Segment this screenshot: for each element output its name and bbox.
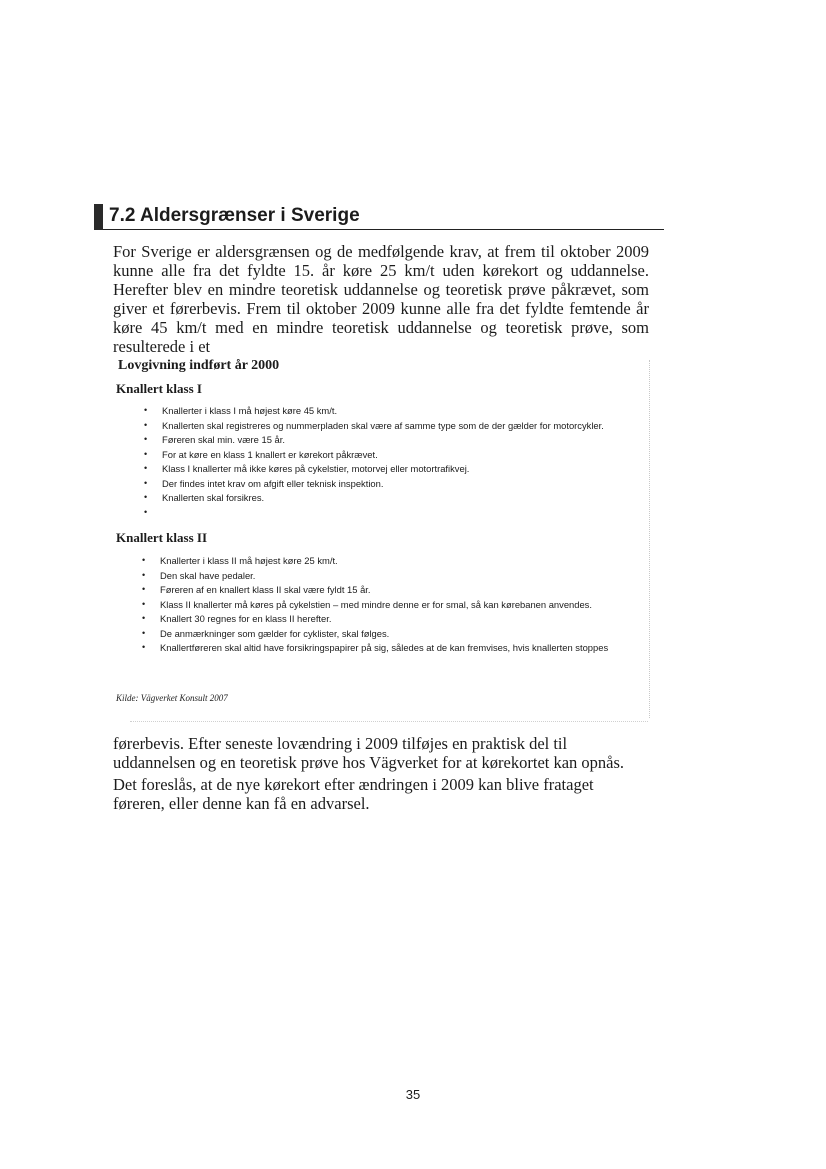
list-item (144, 449, 630, 460)
bullet: • (144, 448, 148, 459)
list-item (144, 492, 630, 503)
source-caption: Kilde: Vägverket Konsult 2007 (116, 693, 228, 703)
list-item (142, 642, 628, 653)
bullet: • (142, 627, 146, 638)
closing-paragraph: Det foreslås, at de nye kørekort efter ændringen i 2009 kan blive frataget føreren, eller denne kan få en advarsel. (113, 775, 594, 813)
bullet: • (142, 555, 146, 565)
list-item-text: Knallert 30 regnes for en klass II herefter. (160, 613, 332, 624)
bullet: • (144, 463, 148, 473)
class2-heading: Knallert klass II (116, 530, 208, 545)
bullet: • (144, 434, 148, 444)
list-item (144, 507, 630, 518)
list-item-text: Der findes intet krav om afgift eller teknisk inspektion. (162, 477, 384, 489)
box-title: Lovgivning indført år 2000 (118, 358, 280, 373)
class1-heading: Knallert klass I (116, 381, 202, 396)
list-item (144, 478, 630, 489)
list-item-text: Knallerter i klass II må højest køre 25 km/t. (160, 555, 338, 566)
list-item-text: Den skal have pedaler. (160, 569, 256, 581)
list-item-text: Klass II knallerter må køres på cykelstien – med mindre denne er for smal, så kan kørebanen anvendes. (160, 598, 592, 610)
bullet: • (142, 598, 146, 609)
bullet: • (142, 584, 146, 594)
list-item (142, 555, 628, 566)
box-border-bottom (130, 721, 648, 722)
list-item-text: Knallerten skal forsikres. (162, 492, 265, 503)
bullet: • (144, 405, 148, 415)
class1-list (144, 405, 630, 521)
list-item (144, 463, 630, 474)
list-item (142, 613, 628, 624)
section-title: 7.2 Aldersgrænser i Sverige (109, 205, 360, 226)
list-item (144, 434, 630, 445)
list-item-text: Føreren skal min. være 15 år. (162, 434, 285, 445)
section-heading (94, 204, 664, 230)
list-item (142, 628, 628, 639)
list-item (142, 599, 628, 610)
list-item-text: Knallerter i klass I må højest køre 45 km/t. (162, 405, 338, 416)
list-item-text: Knallertføreren skal altid have forsikringspapirer på sig, således at de kan fremvises, hvis knallerten stoppes (160, 642, 609, 653)
after-box-paragraph: førerbevis. Efter seneste lovændring i 2009 tilføjes en praktisk del til uddannelsen og en teoretisk prøve hos Vägverket for at kørekortet kan opnås. (113, 734, 625, 772)
list-item-text: Klass I knallerter må ikke køres på cykelstier, motorvej eller motortrafikvej. (162, 463, 470, 474)
box-border-right (649, 360, 650, 718)
list-item (144, 405, 630, 416)
list-item (144, 420, 630, 431)
legislation-box (110, 350, 650, 722)
bullet: • (142, 642, 146, 652)
list-item-text: For at køre en klass 1 knallert er kørekort påkrævet. (162, 448, 378, 460)
bullet: • (144, 477, 148, 488)
intro-paragraph: For Sverige er aldersgrænsen og de medfølgende krav, at frem til oktober 2009 kunne alle fra det fyldte 15. år køre 25 km/t uden kørekort og uddannelse. Herefter blev en mindre teoretisk uddannelse og teoretisk prøve påkrævet, som giver et førerbevis. Frem til oktober 2009 kunne alle fra det fyldte femtende år køre 45 km/t med en mindre teoretisk uddannelse og teoretisk prøve, som resulterede i et (113, 242, 649, 356)
list-item (142, 570, 628, 581)
heading-marker (94, 204, 103, 230)
bullet: • (144, 506, 148, 517)
list-item (142, 584, 628, 595)
list-item-text: Føreren af en knallert klass II skal være fyldt 15 år. (160, 584, 371, 595)
class2-list (142, 555, 628, 657)
list-item-text: De anmærkninger som gælder for cyklister, skal følges. (160, 627, 390, 639)
bullet: • (142, 569, 146, 580)
bullet: • (144, 492, 148, 502)
list-item-text: Knallerten skal registreres og nummerpladen skal være af samme type som de der gælder for motorcykler. (162, 419, 604, 431)
page-number: 35 (405, 1087, 421, 1102)
bullet: • (142, 613, 146, 623)
bullet: • (144, 419, 148, 430)
